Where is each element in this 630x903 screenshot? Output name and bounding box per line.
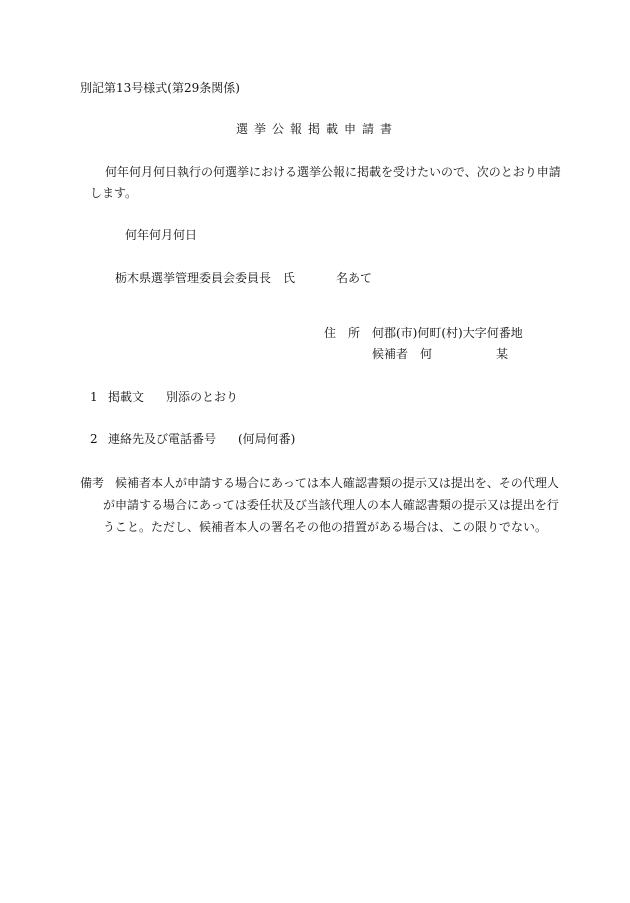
item-2-number: 2 (90, 432, 98, 446)
application-date: 何年何月何日 (125, 228, 198, 242)
item-2-value: (何局何番) (238, 432, 296, 446)
body-text-line-2: します。 (90, 186, 138, 200)
document-title: 選挙公報掲載申請書 (236, 122, 399, 136)
item-1-label: 掲載文 (108, 390, 145, 404)
remarks-line-3: うこと。ただし、候補者本人の署名その他の措置がある場合は、この限りでない。 (103, 520, 548, 534)
remarks-line-1: 候補者本人が申請する場合にあっては本人確認書類の提示又は提出を、その代理人 (115, 476, 559, 490)
address-label: 住 所 (324, 326, 361, 340)
addressee-name: 栃木県選挙管理委員会委員長 氏 (115, 271, 296, 285)
item-1-number: 1 (90, 390, 98, 404)
remarks-line-2: が申請する場合にあっては委任状及び当該代理人の本人確認書類の提示又は提出を行 (103, 498, 559, 512)
remarks-label: 備考 (80, 476, 105, 490)
item-2-label: 連絡先及び電話番号 (108, 432, 217, 446)
form-label: 別記第13号様式(第29条関係) (80, 81, 240, 95)
candidate-name-part-2: 某 (496, 347, 509, 361)
address-value: 何郡(市)何町(村)大字何番地 (372, 326, 523, 340)
body-text-line-1: 何年何月何日執行の何選挙における選挙公報に掲載を受けたいので、次のとおり申請 (105, 165, 561, 179)
addressee-suffix: 名あて (336, 271, 373, 285)
candidate-label: 候補者 (372, 347, 409, 361)
item-1-value: 別添のとおり (166, 390, 239, 404)
candidate-name-part-1: 何 (420, 347, 433, 361)
